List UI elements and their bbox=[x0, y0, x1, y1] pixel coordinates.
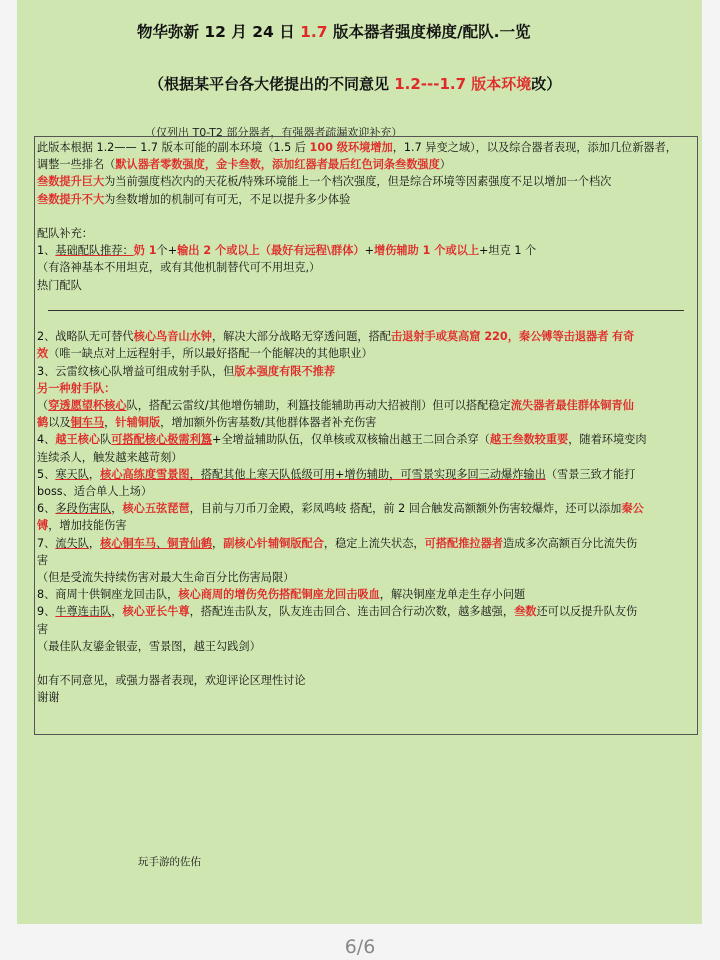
content-line bbox=[37, 173, 611, 190]
line-segment: ， bbox=[104, 416, 116, 430]
content-line bbox=[37, 638, 261, 655]
line-segment: 基础配队推荐 bbox=[55, 244, 123, 258]
title-text-rest: 版本器者强度梯度/配队.一览 bbox=[327, 23, 531, 41]
line-segment: 铜车马 bbox=[70, 416, 105, 430]
line-segment: 核心高练度雪景图 bbox=[100, 467, 190, 481]
line-segment: 9、 bbox=[37, 605, 56, 619]
line-segment: 以及 bbox=[48, 416, 71, 430]
line-segment: ， bbox=[212, 536, 224, 550]
line-segment: ，随着环境变肉 bbox=[568, 433, 647, 447]
line-segment: 7、 bbox=[37, 536, 56, 550]
line-segment: 镈 bbox=[37, 519, 49, 533]
line-segment: 8、商周十供铜座龙回击队， bbox=[37, 588, 179, 602]
content-box bbox=[34, 136, 698, 735]
line-segment: （唯一缺点对上远程射手，所以最好搭配一个能解决的其他职业） bbox=[48, 347, 373, 361]
line-segment: 队，搭配云雷纹/其他增伤辅助，利簋技能辅助再动大招被削）但可以搭配稳定 bbox=[126, 399, 511, 412]
line-segment: （有洛神基本不用坦克，或有其他机制替代可不用坦克,） bbox=[37, 261, 321, 275]
line-segment: 增伤辅助 1 个或以上 bbox=[373, 244, 480, 258]
line-segment: 队 bbox=[100, 433, 112, 447]
subtitle-highlight: 1.2---1.7 版本环境 bbox=[394, 75, 532, 93]
content-line bbox=[37, 449, 182, 466]
line-segment: 针辅铜版 bbox=[115, 416, 161, 430]
line-segment: 副核心针辅铜版配合 bbox=[223, 536, 324, 550]
line-segment: 此版本根据 1.2—— 1.7 版本可能的副本环境（1.5 后 bbox=[37, 141, 310, 154]
content-line bbox=[37, 156, 451, 173]
line-segment: 个+ bbox=[156, 244, 178, 258]
content-line bbox=[37, 225, 93, 242]
line-segment: 击退射手或莫高窟 220，秦公镈等击退器者 bbox=[390, 330, 609, 344]
subtitle-text: （根据某平台各大佬提出的不同意见 bbox=[149, 75, 395, 93]
line-segment: 5、 bbox=[37, 467, 56, 481]
content-line bbox=[37, 689, 59, 706]
line-segment: ，稳定上流失状态， bbox=[323, 536, 425, 550]
content-line bbox=[37, 535, 637, 552]
line-segment: 默认器者零数强度，金卡叁数，添加红器者最后红色词条叁数强度 bbox=[115, 158, 440, 172]
line-segment: ， bbox=[88, 467, 101, 481]
content-line bbox=[37, 672, 306, 689]
line-segment: （雪景三致才能打 bbox=[545, 467, 636, 481]
line-segment: 如有不同意见，或强力器者表现，欢迎评论区理性讨论 bbox=[37, 674, 306, 688]
line-segment: 配队补充： bbox=[37, 227, 93, 240]
line-segment: 4、 bbox=[37, 433, 56, 447]
line-segment: 1、 bbox=[37, 244, 56, 258]
line-segment: 核心亚长牛尊 bbox=[122, 605, 190, 619]
line-segment: ） bbox=[439, 158, 451, 172]
content-line bbox=[37, 569, 294, 586]
line-segment: ，搭配其他上寒天队低级可用+增伤辅助，可雪景实现多回三动爆炸输出 bbox=[189, 467, 546, 481]
line-segment: 另一种射手队： bbox=[37, 381, 116, 395]
line-segment: ，目前与刀币刀金殿，彩凤鸣岐 搭配，前 2 回合触发高额额外伤害较爆炸，还可以添加 bbox=[189, 502, 622, 516]
line-segment: 穿透愿望杯核心 bbox=[48, 399, 127, 412]
content-line bbox=[37, 500, 644, 517]
line-segment: 流失队 bbox=[55, 536, 89, 550]
line-segment: （但是受流失持续伤害对最大生命百分比伤害局限） bbox=[37, 571, 295, 584]
content-line bbox=[37, 586, 525, 603]
line-segment: 3、云雷纹核心队增益可组成射手队，但 bbox=[37, 364, 235, 378]
line-segment: boss、适合单人上场） bbox=[37, 485, 153, 498]
line-segment: 核心铜车马 bbox=[100, 536, 157, 550]
title-text: 物华弥新 12 月 24 日 bbox=[137, 23, 301, 41]
line-segment: 为当前强度档次内的天花板/特殊环境能上一个档次强度，但是综合环境等因素强度不足以增加一个档次 bbox=[104, 175, 612, 189]
line-segment: ， bbox=[111, 605, 123, 619]
content-line bbox=[37, 259, 320, 276]
line-segment: ，增加额外伤害基数/其他群体器者补充伤害 bbox=[160, 416, 377, 430]
line-segment: 有奇 bbox=[611, 330, 635, 344]
scope-note: （仅列出 T0-T2 部分器者，有强器者疏漏欢迎补充） bbox=[145, 126, 403, 139]
line-segment: 核心五弦琵琶 bbox=[122, 502, 190, 516]
line-segment: 铜青仙鹤 bbox=[167, 536, 213, 550]
line-segment: 可搭配核心极需利簋 bbox=[111, 433, 212, 447]
content-line bbox=[37, 603, 637, 620]
content-line bbox=[37, 552, 48, 569]
line-segment: 叁数提升巨大 bbox=[37, 175, 105, 189]
content-line bbox=[37, 363, 335, 380]
page-title bbox=[137, 20, 531, 42]
line-segment: 奶 1 bbox=[133, 244, 157, 258]
line-segment: 多段伤害队 bbox=[55, 502, 112, 516]
line-segment: 鹤 bbox=[37, 416, 49, 430]
line-segment: 越王核心 bbox=[55, 433, 101, 447]
line-segment: ： bbox=[122, 244, 134, 258]
line-segment: ， bbox=[88, 536, 101, 550]
line-segment: 害 bbox=[37, 553, 49, 567]
line-segment: ，搭配连击队友，队友连击回合、连击回合行动次数，越多越强， bbox=[189, 605, 515, 619]
line-segment: + bbox=[364, 244, 374, 258]
content-line bbox=[37, 328, 634, 345]
content-line bbox=[37, 277, 82, 294]
line-segment: 为叁数增加的机制可有可无，不足以提升多少体验 bbox=[104, 192, 351, 206]
line-segment: 寒天队 bbox=[55, 467, 89, 481]
content-line bbox=[37, 242, 536, 259]
line-segment: 叁数 bbox=[514, 605, 537, 619]
line-segment: （最佳队友鎏金银壶，雪景图，越王勾践剑） bbox=[37, 639, 261, 653]
content-line bbox=[37, 345, 373, 362]
line-segment: 核心商周的增伤免伤搭配铜座龙回击吸血 bbox=[178, 588, 380, 602]
content-line bbox=[37, 517, 127, 534]
line-segment: ， bbox=[111, 502, 123, 516]
content-line bbox=[37, 191, 350, 208]
page-indicator: 6/6 bbox=[344, 936, 376, 958]
line-segment: +坦克 1 个 bbox=[479, 244, 537, 258]
content-line bbox=[37, 466, 635, 483]
line-segment: 核心鸟音山水钟 bbox=[133, 330, 212, 344]
line-segment: 调整一些排名（ bbox=[37, 158, 116, 172]
content-line bbox=[37, 139, 677, 156]
line-segment: 输出 2 个或以上（最好有远程\群体） bbox=[177, 244, 365, 258]
content-line bbox=[37, 414, 376, 431]
line-segment: 流失器者最佳群体铜青仙 bbox=[510, 399, 634, 412]
line-segment: ，增加技能伤害 bbox=[48, 519, 127, 533]
content-line bbox=[37, 397, 634, 414]
content-line bbox=[37, 483, 152, 500]
line-segment: 、 bbox=[156, 536, 168, 550]
content-line bbox=[37, 621, 48, 638]
line-segment: 版本强度有限不推荐 bbox=[234, 364, 336, 378]
line-segment: 热门配队 bbox=[37, 278, 82, 292]
title-version: 1.7 bbox=[300, 23, 328, 41]
line-segment: 牛尊连击队 bbox=[55, 605, 112, 619]
line-segment: 2、战略队无可替代 bbox=[37, 330, 134, 344]
line-segment: 造成多次高额百分比流失伤 bbox=[502, 536, 638, 550]
line-segment: （ bbox=[37, 399, 49, 412]
line-segment: 秦公 bbox=[621, 502, 644, 516]
line-segment: 可搭配推拉器者 bbox=[424, 536, 503, 550]
line-segment: ，1.7 异变之域），以及综合器者表现，添加几位新器者， bbox=[392, 141, 677, 154]
line-segment: ，解决大部分战略无穿透问题，搭配 bbox=[211, 330, 391, 344]
line-segment: ，解决铜座龙单走生存小问题 bbox=[379, 588, 526, 602]
divider bbox=[48, 310, 684, 311]
content-line bbox=[37, 431, 647, 448]
line-segment: 越王叁数较重要 bbox=[489, 433, 569, 447]
line-segment: 谢谢 bbox=[37, 691, 60, 705]
line-segment: 叁数提升不大 bbox=[37, 192, 105, 206]
line-segment: 效 bbox=[37, 347, 49, 361]
line-segment: 害 bbox=[37, 622, 49, 636]
page-subtitle bbox=[149, 73, 561, 94]
line-segment: +全增益辅助队伍，仅单核或双核输出越王二回合杀穿（ bbox=[211, 433, 490, 447]
content-line bbox=[37, 380, 115, 397]
line-segment: 100 级环境增加 bbox=[309, 141, 393, 154]
line-segment: 连续杀人，触发越来越苛刻） bbox=[37, 450, 183, 464]
line-segment: 还可以反提升队友伤 bbox=[536, 605, 638, 619]
line-segment: 6、 bbox=[37, 502, 56, 516]
author-name: 玩手游的佐佑 bbox=[138, 856, 201, 868]
subtitle-text-end: 改） bbox=[531, 75, 562, 93]
